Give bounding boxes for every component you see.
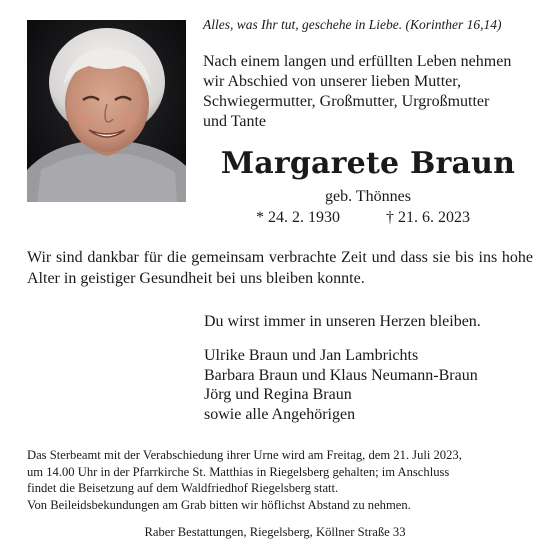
bible-quote: Alles, was Ihr tut, geschehe in Liebe. (Korinther 16,14) (203, 17, 502, 32)
portrait-photo (27, 20, 186, 202)
remembrance-line: Du wirst immer in unseren Herzen bleiben. (204, 313, 481, 330)
birth-name: geb. Thönnes (325, 188, 411, 205)
mourner-line: Jörg und Regina Braun (204, 386, 352, 403)
funeral-notice (27, 447, 537, 513)
notice-line: um 14.00 Uhr in der Pfarrkirche St. Matthias in Riegelsberg gehalten; im Anschluss (27, 464, 450, 479)
mourner-line: sowie alle Angehörigen (204, 405, 356, 423)
mourner-line: Ulrike Braun und Jan Lambrichts (204, 347, 419, 364)
intro-text (203, 52, 533, 132)
funeral-home: Raber Bestattungen, Riegelsberg, Köllner Straße 33 (144, 525, 406, 539)
deceased-name: Margarete Braun (220, 146, 516, 181)
mourners-list (204, 346, 534, 424)
portrait-image (27, 20, 186, 202)
intro-line: wir Abschied von unserer lieben Mutter, (203, 73, 461, 90)
gratitude-text: Wir sind dankbar für die gemeinsam verbrachte Zeit und dass sie bis ins hohe Alter in geistiger Gesundheit bei uns bleiben konnte. (27, 249, 533, 287)
notice-line: Das Sterbeamt mit der Verabschiedung ihrer Urne wird am Freitag, dem 21. Juli 2023, (27, 448, 462, 462)
notice-line: findet die Beisetzung auf dem Waldfriedhof Riegelsberg statt. (27, 481, 339, 495)
intro-line: und Tante (203, 113, 267, 130)
birth-date: * 24. 2. 1930 (256, 209, 340, 226)
notice-line: Von Beileidsbekundungen am Grab bitten wir höflichst Abstand zu nehmen. (27, 497, 411, 512)
mourner-line: Barbara Braun und Klaus Neumann-Braun (204, 366, 478, 384)
intro-line: Nach einem langen und erfüllten Leben nehmen (203, 53, 512, 70)
intro-line: Schwiegermutter, Großmutter, Urgroßmutter (203, 93, 490, 110)
death-date: † 21. 6. 2023 (386, 209, 470, 226)
